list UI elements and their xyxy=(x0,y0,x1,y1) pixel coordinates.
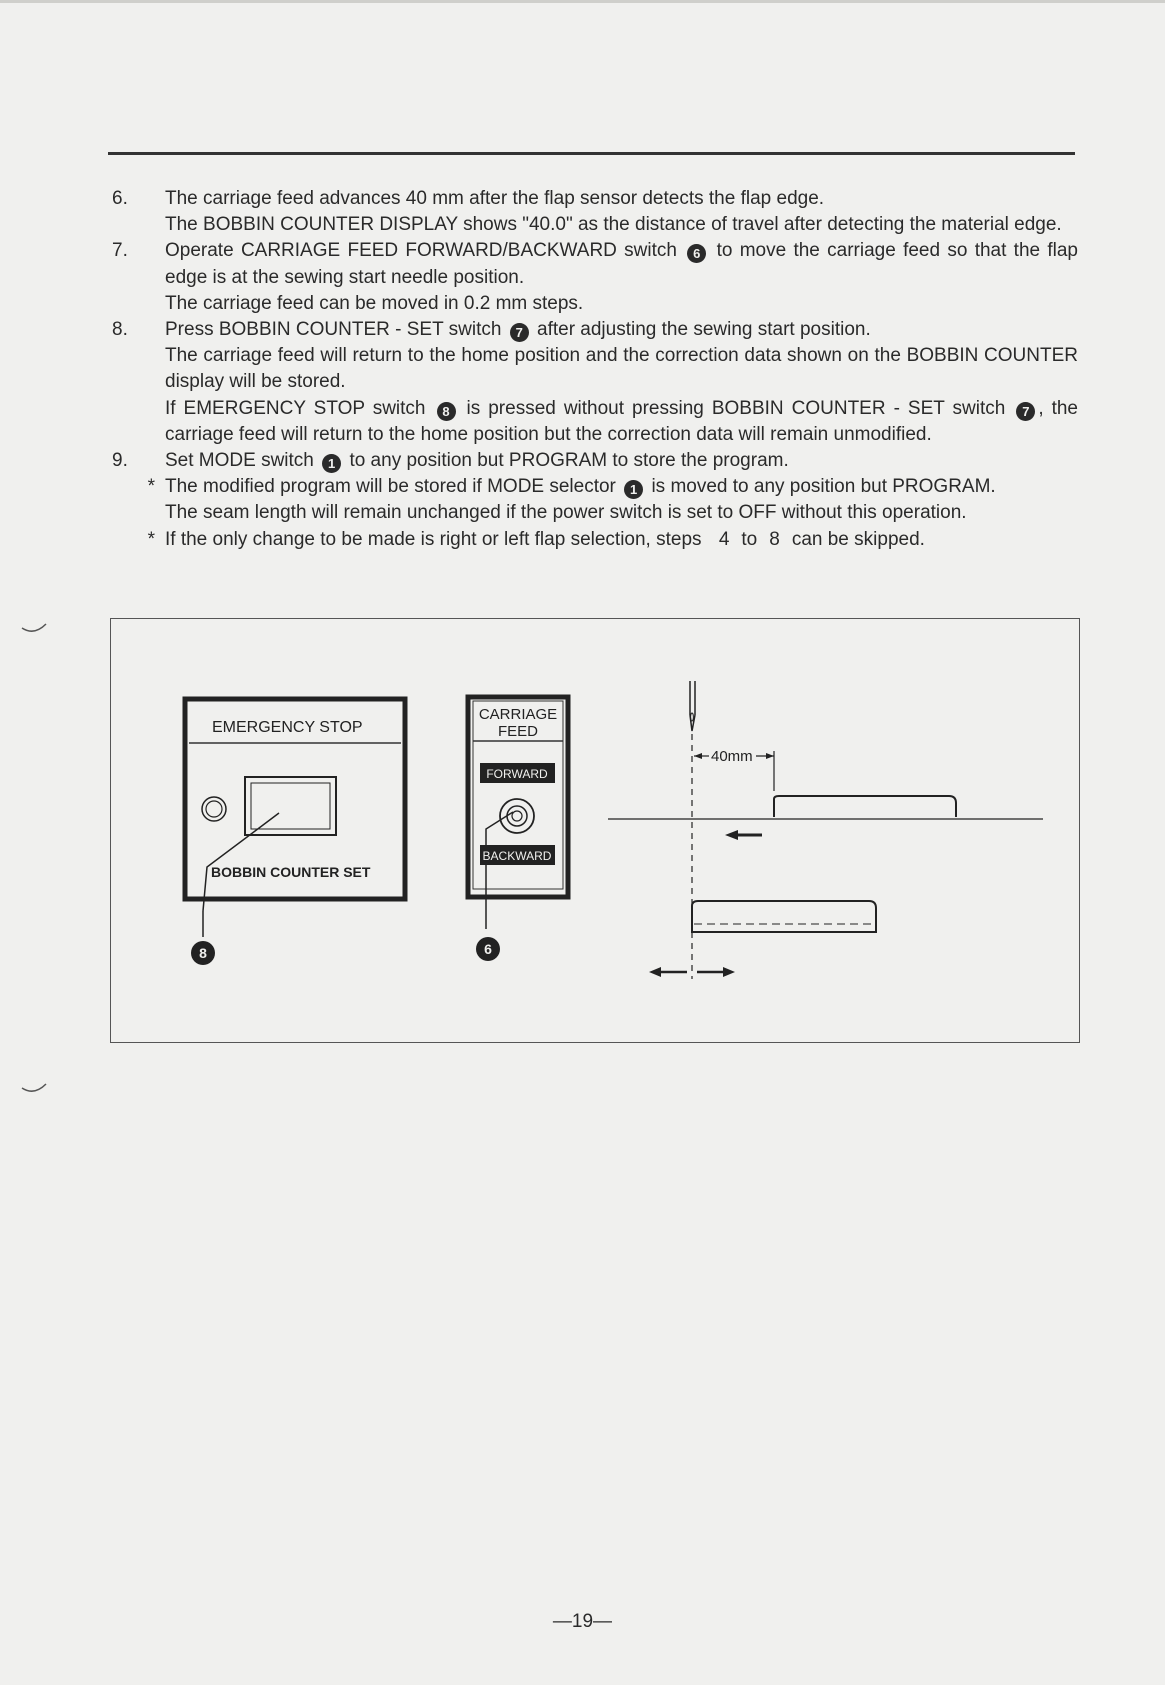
diagram-illustration xyxy=(111,619,1081,1044)
flap-diagram xyxy=(608,681,1043,979)
backward-label: BACKWARD xyxy=(482,849,552,863)
step-9 xyxy=(112,448,1078,474)
carriage-feed-panel xyxy=(468,697,568,961)
step-text: The carriage feed will return to the home position and the correction data shown on the BOBBIN COUNTER display will be stored. xyxy=(165,345,1078,393)
panel1-title: EMERGENCY STOP xyxy=(212,719,363,736)
callout-ref: 7 xyxy=(1016,402,1035,421)
step-8 xyxy=(112,317,1078,448)
step-7 xyxy=(112,238,1078,317)
step-text: The BOBBIN COUNTER DISPLAY shows "40.0" as the distance of travel after detecting the material edge. xyxy=(165,214,1062,236)
diagram-frame xyxy=(110,618,1080,1043)
panel1-subtitle: BOBBIN COUNTER SET xyxy=(211,864,371,880)
step-text: Set MODE switch xyxy=(165,450,314,472)
step-number: 9. xyxy=(112,450,128,472)
callout-ref: 6 xyxy=(687,244,706,263)
callout-ref: 1 xyxy=(322,454,341,473)
note-1 xyxy=(112,474,1078,526)
panel2-title-2: FEED xyxy=(497,723,539,740)
step-text: Press BOBBIN COUNTER - SET switch xyxy=(165,319,502,341)
binder-hole-mark xyxy=(18,620,50,644)
step-number: 6. xyxy=(112,188,128,209)
callout-ref: 8 xyxy=(437,402,456,421)
forward-label: FORWARD xyxy=(486,767,548,781)
step-ref: 8 xyxy=(769,528,780,550)
distance-label: 40mm xyxy=(711,748,753,765)
step-text: The carriage feed can be moved in 0.2 mm steps. xyxy=(165,292,584,314)
note-star: * xyxy=(147,528,155,550)
flap-before xyxy=(774,796,956,817)
note-text: can be skipped. xyxy=(791,528,925,550)
step-text: is pressed without pressing BOBBIN COUNTER - SET switch xyxy=(466,397,1006,419)
instructions xyxy=(112,186,1078,553)
page-number: —19— xyxy=(552,1611,613,1632)
note-text: The modified program will be stored if MODE selector xyxy=(165,476,616,498)
step-number: 8. xyxy=(112,319,128,341)
note-star: * xyxy=(147,476,155,498)
step-text: to move the carriage feed so that the flap edge is at the sewing start needle position. xyxy=(165,240,1079,288)
step-6 xyxy=(112,186,1078,238)
step-text: , the carriage feed will return to the home position but the correction data will remain unmodified. xyxy=(165,397,1079,445)
binder-hole-mark xyxy=(18,1080,50,1104)
note-text: to xyxy=(741,528,758,550)
svg-text:6: 6 xyxy=(484,941,492,957)
page-top-edge xyxy=(0,0,1165,3)
step-text: after adjusting the sewing start position. xyxy=(537,319,871,341)
callout-ref: 1 xyxy=(624,480,643,499)
callout-ref: 7 xyxy=(510,323,529,342)
panel2-title-1: CARRIAGE xyxy=(478,706,558,723)
note-text: The seam length will remain unchanged if the power switch is set to OFF without this operation. xyxy=(165,502,967,524)
step-text: The carriage feed advances 40 mm after the flap sensor detects the flap edge. xyxy=(165,188,825,209)
step-ref: 4 xyxy=(718,528,730,550)
step-text: If EMERGENCY STOP switch xyxy=(165,397,426,419)
emergency-stop-panel xyxy=(185,699,405,965)
step-text: to any position but PROGRAM to store the program. xyxy=(349,450,789,472)
header-rule xyxy=(108,152,1075,155)
needle-icon xyxy=(690,681,695,731)
flap-after xyxy=(692,901,876,932)
note-text: is moved to any position but PROGRAM. xyxy=(651,476,996,498)
arrow-left-icon xyxy=(725,830,762,840)
step-number: 7. xyxy=(112,240,128,262)
note-2 xyxy=(112,527,1078,553)
step-text: Operate CARRIAGE FEED FORWARD/BACKWARD switch xyxy=(165,240,677,262)
note-text: If the only change to be made is right or left flap selection, steps xyxy=(165,528,702,550)
svg-text:8: 8 xyxy=(199,945,207,961)
